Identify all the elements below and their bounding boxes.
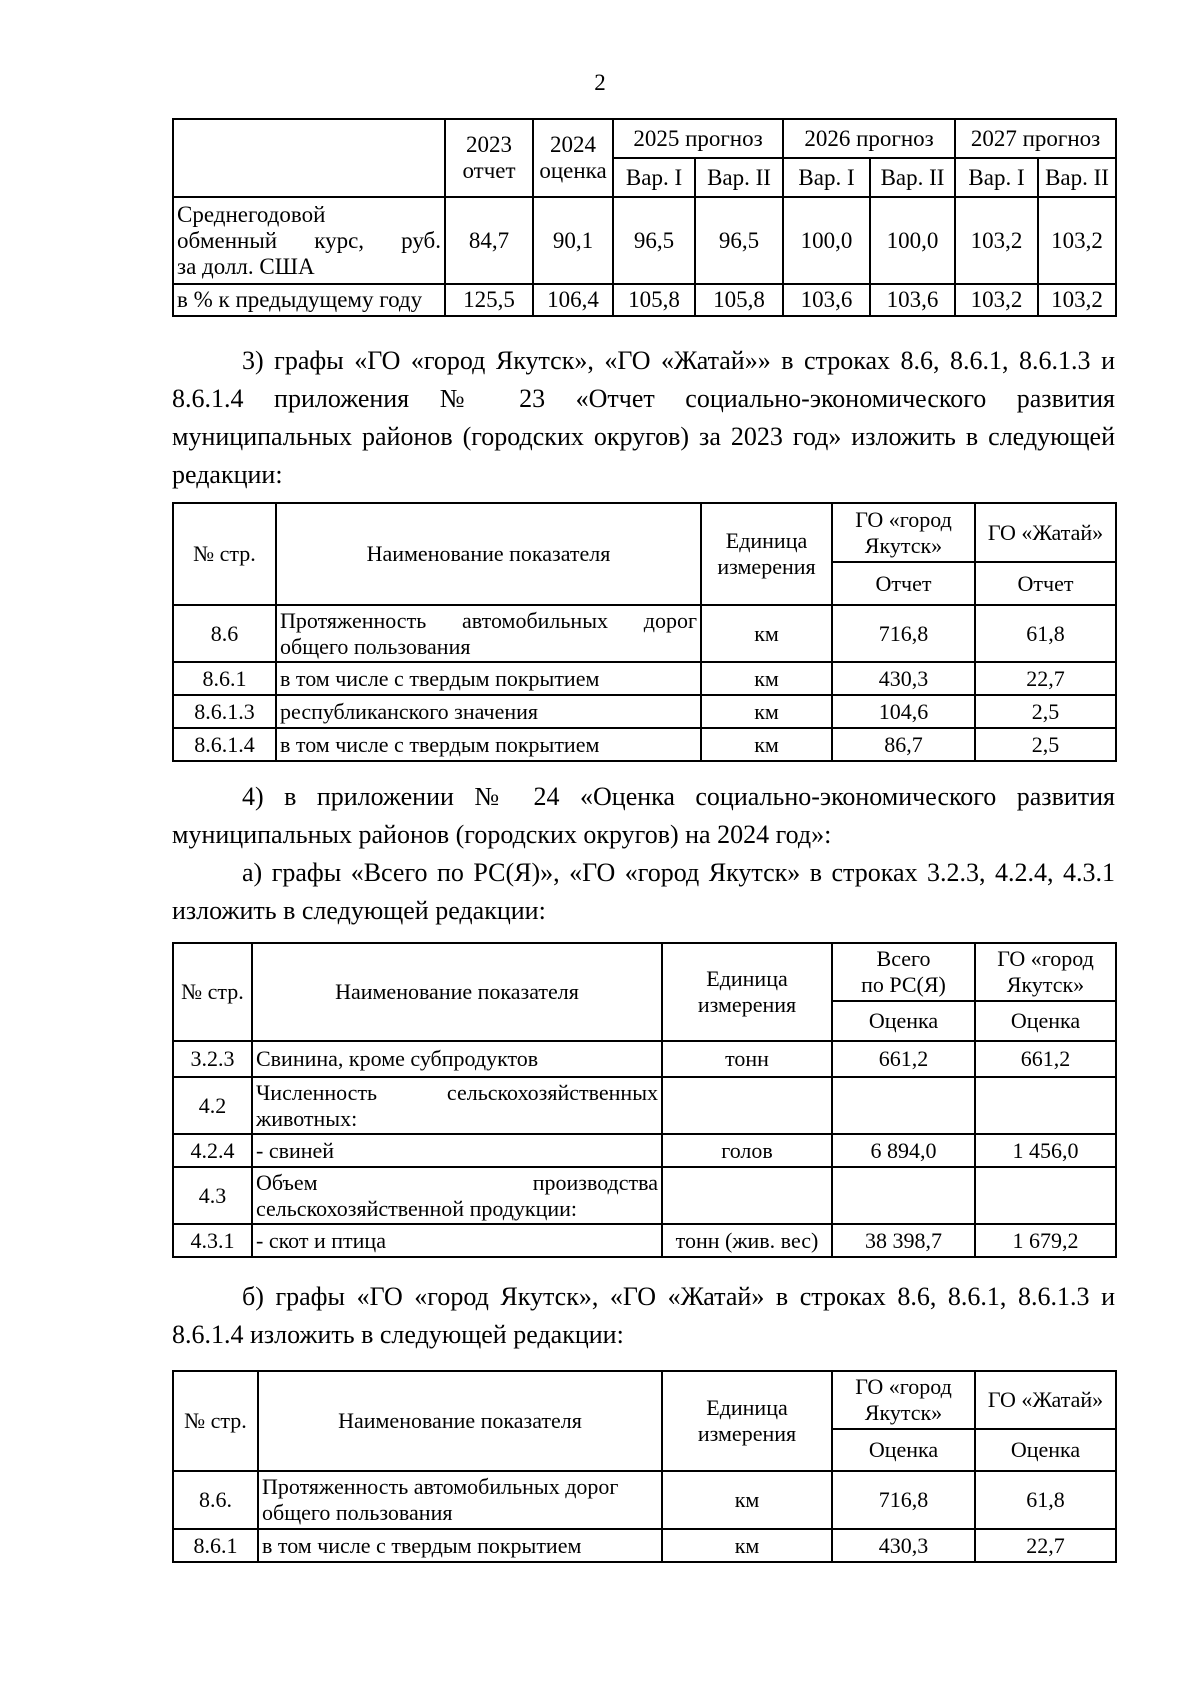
row-unit: голов (662, 1134, 832, 1167)
header-2023: 2023 отчет (445, 119, 533, 197)
header-2026-forecast: 2026 прогноз (783, 119, 955, 158)
header-var-2: Вар. II (695, 158, 783, 197)
value-cell: 661,2 (975, 1041, 1116, 1077)
value-cell: 103,6 (870, 284, 955, 316)
row-name: в том числе с твердым покрытием (276, 728, 701, 761)
header-var-1: Вар. I (955, 158, 1038, 197)
header-assessment: Оценка (832, 1429, 975, 1471)
row-name: в том числе с твердым покрытием (258, 1529, 662, 1562)
row-unit: км (662, 1529, 832, 1562)
table-row (173, 1134, 1116, 1167)
row-number: 8.6 (173, 605, 276, 662)
assessment-2024-table-a (172, 942, 1117, 1258)
value-cell: 61,8 (975, 605, 1116, 662)
value-cell: 716,8 (832, 1471, 975, 1529)
value-cell: 430,3 (832, 662, 975, 695)
header-assessment: Оценка (832, 1001, 975, 1041)
header-row-number: № стр. (173, 1371, 258, 1471)
header-var-2: Вар. II (870, 158, 955, 197)
table-row (173, 1077, 1116, 1134)
paragraph-4a: а) графы «Всего по РС(Я)», «ГО «город Якутск» в строках 3.2.3, 4.2.4, 4.3.1 изложить в следующей редакции: (172, 858, 1115, 925)
value-cell: 22,7 (975, 1529, 1116, 1562)
exchange-rate-table (172, 118, 1117, 317)
value-cell: 38 398,7 (832, 1224, 975, 1257)
table-row (173, 662, 1116, 695)
row-name: Объем производства сельскохозяйственной продукции: (252, 1167, 662, 1224)
row-number: 4.2.4 (173, 1134, 252, 1167)
value-cell: 104,6 (832, 695, 975, 728)
row-label: в % к предыдущему году (173, 284, 445, 316)
paragraph-4b: б) графы «ГО «город Якутск», «ГО «Жатай» в строках 8.6, 8.6.1, 8.6.1.3 и 8.6.1.4 изложить в следующей редакции: (172, 1282, 1115, 1349)
row-name: в том числе с твердым покрытием (276, 662, 701, 695)
header-2027-forecast: 2027 прогноз (955, 119, 1116, 158)
row-unit: км (662, 1471, 832, 1529)
row-number: 8.6.1.4 (173, 728, 276, 761)
table-row (173, 605, 1116, 662)
row-number: 8.6.1.3 (173, 695, 276, 728)
table-row (173, 1041, 1116, 1077)
row-unit: км (701, 695, 832, 728)
table-row (173, 728, 1116, 761)
row-name: республиканского значения (276, 695, 701, 728)
row-name: Численность сельскохозяйственных животных: (252, 1077, 662, 1134)
row-number: 4.3 (173, 1167, 252, 1224)
row-label: Среднегодовой обменный курс, руб. за долл. США (173, 197, 445, 284)
header-row-number: № стр. (173, 943, 252, 1041)
row-name: - скот и птица (252, 1224, 662, 1257)
value-cell: 100,0 (783, 197, 870, 284)
table-row (173, 1167, 1116, 1224)
row-number: 4.2 (173, 1077, 252, 1134)
value-cell (832, 1167, 975, 1224)
row-number: 8.6.1 (173, 662, 276, 695)
value-cell: 106,4 (533, 284, 613, 316)
table-row (173, 1529, 1116, 1562)
table-row (173, 1471, 1116, 1529)
header-indicator-name: Наименование показателя (276, 503, 701, 605)
page-number: 2 (594, 70, 606, 95)
value-cell: 105,8 (695, 284, 783, 316)
value-cell (975, 1077, 1116, 1134)
header-2024: 2024 оценка (533, 119, 613, 197)
table-row (173, 695, 1116, 728)
header-total-rs: Всего по РС(Я) (832, 943, 975, 1001)
row-unit: км (701, 605, 832, 662)
header-unit: Единица измерения (662, 943, 832, 1041)
row-unit: тонн (662, 1041, 832, 1077)
value-cell: 90,1 (533, 197, 613, 284)
value-cell: 716,8 (832, 605, 975, 662)
paragraph-4: 4) в приложении № 24 «Оценка социально-экономического развития муниципальных районов (городских округов) на 2024 год»: (172, 782, 1115, 849)
value-cell (975, 1167, 1116, 1224)
row-number: 3.2.3 (173, 1041, 252, 1077)
value-cell: 103,2 (955, 197, 1038, 284)
row-name: Свинина, кроме субпродуктов (252, 1041, 662, 1077)
header-zhatay: ГО «Жатай» (975, 503, 1116, 562)
header-var-2: Вар. II (1038, 158, 1116, 197)
value-cell: 1 456,0 (975, 1134, 1116, 1167)
value-cell: 103,2 (955, 284, 1038, 316)
value-cell: 103,2 (1038, 197, 1116, 284)
value-cell: 84,7 (445, 197, 533, 284)
value-cell: 22,7 (975, 662, 1116, 695)
value-cell: 6 894,0 (832, 1134, 975, 1167)
header-row-number: № стр. (173, 503, 276, 605)
value-cell: 1 679,2 (975, 1224, 1116, 1257)
value-cell: 430,3 (832, 1529, 975, 1562)
report-2023-table (172, 502, 1117, 762)
header-yakutsk: ГО «город Якутск» (832, 1371, 975, 1429)
paragraph-3: 3) графы «ГО «город Якутск», «ГО «Жатай»» в строках 8.6, 8.6.1, 8.6.1.3 и 8.6.1.4 приложения № 23 «Отчет социально-экономического развития муниципальных районов (городских округов) за 2023 год» изложить в следующей редакции: (172, 346, 1115, 489)
table-row (173, 284, 1116, 316)
header-var-1: Вар. I (783, 158, 870, 197)
header-report: Отчет (975, 562, 1116, 605)
value-cell: 2,5 (975, 695, 1116, 728)
row-name: Протяженность автомобильных дорог общего пользования (258, 1471, 662, 1529)
row-number: 8.6. (173, 1471, 258, 1529)
value-cell: 125,5 (445, 284, 533, 316)
table-row (173, 197, 1116, 284)
row-name: Протяженность автомобильных дорог общего пользования (276, 605, 701, 662)
header-unit: Единица измерения (662, 1371, 832, 1471)
header-zhatay: ГО «Жатай» (975, 1371, 1116, 1429)
header-assessment: Оценка (975, 1001, 1116, 1041)
header-empty-cell (173, 119, 445, 197)
header-yakutsk: ГО «город Якутск» (832, 503, 975, 562)
value-cell: 103,6 (783, 284, 870, 316)
row-name: - свиней (252, 1134, 662, 1167)
row-number: 8.6.1 (173, 1529, 258, 1562)
header-unit: Единица измерения (701, 503, 832, 605)
header-yakutsk: ГО «город Якутск» (975, 943, 1116, 1001)
row-unit: км (701, 728, 832, 761)
table-row (173, 1224, 1116, 1257)
row-unit: тонн (жив. вес) (662, 1224, 832, 1257)
header-2025-forecast: 2025 прогноз (613, 119, 783, 158)
value-cell: 96,5 (613, 197, 695, 284)
value-cell: 100,0 (870, 197, 955, 284)
value-cell: 61,8 (975, 1471, 1116, 1529)
value-cell: 661,2 (832, 1041, 975, 1077)
header-var-1: Вар. I (613, 158, 695, 197)
row-unit (662, 1077, 832, 1134)
header-indicator-name: Наименование показателя (258, 1371, 662, 1471)
value-cell: 103,2 (1038, 284, 1116, 316)
value-cell: 105,8 (613, 284, 695, 316)
value-cell: 96,5 (695, 197, 783, 284)
header-assessment: Оценка (975, 1429, 1116, 1471)
assessment-2024-table-b (172, 1370, 1117, 1563)
header-report: Отчет (832, 562, 975, 605)
row-unit (662, 1167, 832, 1224)
value-cell: 2,5 (975, 728, 1116, 761)
row-number: 4.3.1 (173, 1224, 252, 1257)
header-indicator-name: Наименование показателя (252, 943, 662, 1041)
value-cell: 86,7 (832, 728, 975, 761)
value-cell (832, 1077, 975, 1134)
row-unit: км (701, 662, 832, 695)
